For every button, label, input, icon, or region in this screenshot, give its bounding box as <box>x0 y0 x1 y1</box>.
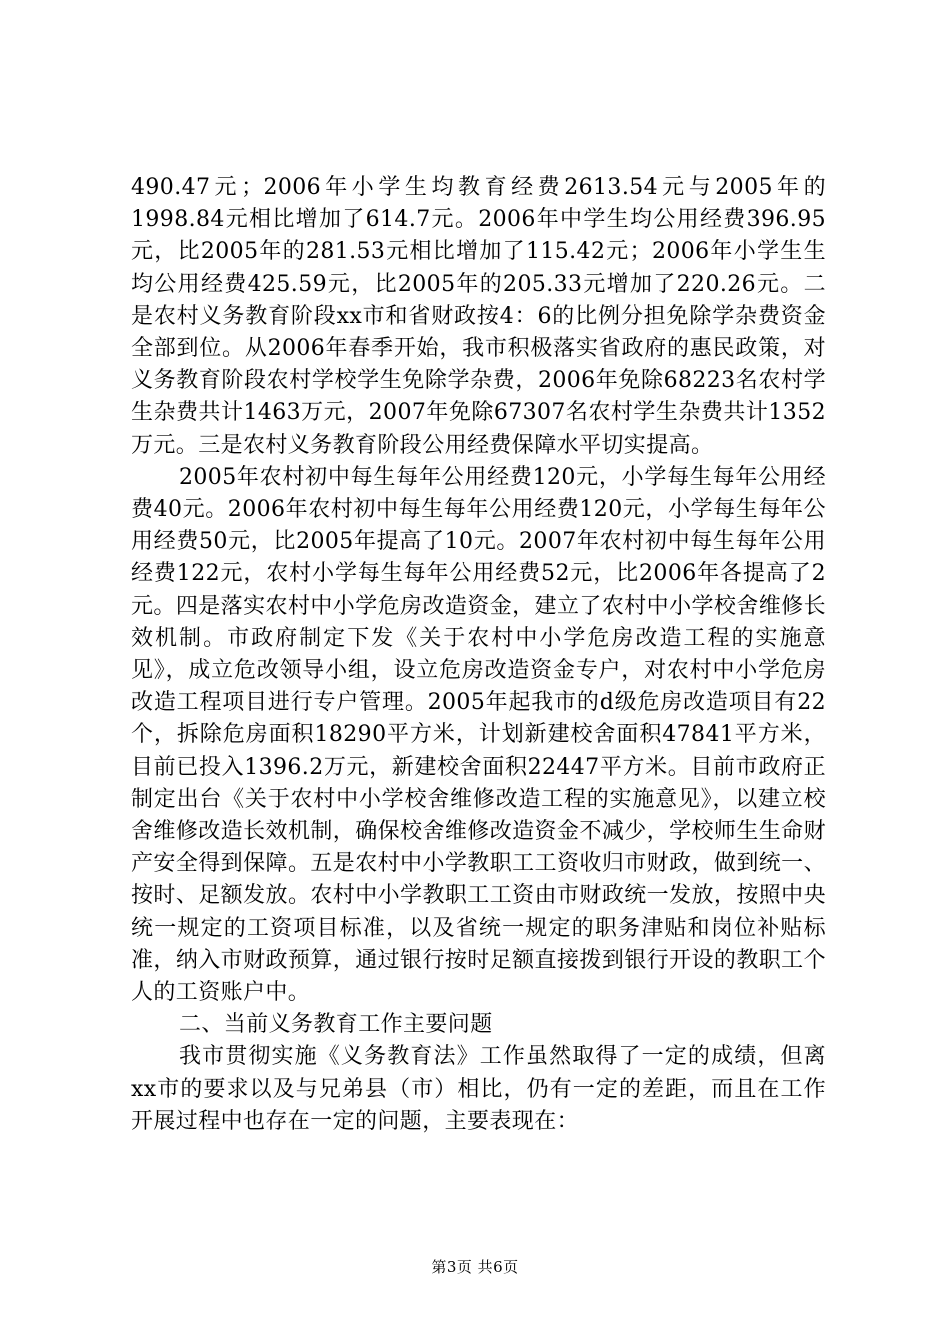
paragraph-problems-intro: 我市贯彻实施《义务教育法》工作虽然取得了一定的成绩，但离xx市的要求以及与兄弟县（市）相比，仍有一定的差距，而且在工作开展过程中也存在一定的问题，主要表现在： <box>131 1044 826 1134</box>
paragraph-public-funds: 2005年农村初中每生每年公用经费120元，小学每生每年公用经费40元。2006年农村初中每生每年公用经费120元，小学每生每年公用经费50元，比2005年提高了10元。2007年农村初中每生每年公用经费122元，农村小学每生每年公用经费52元，比2006年各提高了2元。四是落实农村中小学危房改造资金，建立了农村中小学校舍维修长效机制。市政府制定下发《关于农村中小学危房改造工程的实施意见》，成立危改领导小组，设立危房改造资金专户，对农村中小学危房改造工程项目进行专户管理。2005年起我市的d级危房改造项目有22个，拆除危房面积18290平方米，计划新建校舍面积47841平方米，目前已投入1396.2万元，新建校舍面积22447平方米。目前市政府正制定出台《关于农村中小学校舍维修改造工程的实施意见》，以建立校舍维修改造长效机制，确保校舍维修改造资金不减少，学校师生生命财产安全得到保障。五是农村中小学教职工工资收归市财政，做到统一、按时、足额发放。农村中小学教职工工资由市财政统一发放，按照中央统一规定的工资项目标准，以及省统一规定的职务津贴和岗位补贴标准，纳入市财政预算，通过银行按时足额直接拨到银行开设的教职工个人的工资账户中。 <box>131 464 826 1006</box>
paragraph-continuation: 490.47元；2006年小学生均教育经费2613.54元与2005年的1998.84元相比增加了614.7元。2006年中学生均公用经费396.95元，比2005年的281.53元相比增加了115.42元；2006年小学生生均公用经费425.59元，比2005年的205.33元增加了220.26元。二是农村义务教育阶段xx市和省财政按4：6的比例分担免除学杂费资金全部到位。从2006年春季开始，我市积极落实省政府的惠民政策，对义务教育阶段农村学校学生免除学杂费，2006年免除68223名农村学生杂费共计1463万元，2007年免除67307名农村学生杂费共计1352万元。三是农村义务教育阶段公用经费保障水平切实提高。 <box>131 175 826 458</box>
page-footer: 第3页 共6页 <box>431 1258 519 1276</box>
document-body <box>131 172 826 1138</box>
section-heading: 二、当前义务教育工作主要问题 <box>179 1012 493 1038</box>
